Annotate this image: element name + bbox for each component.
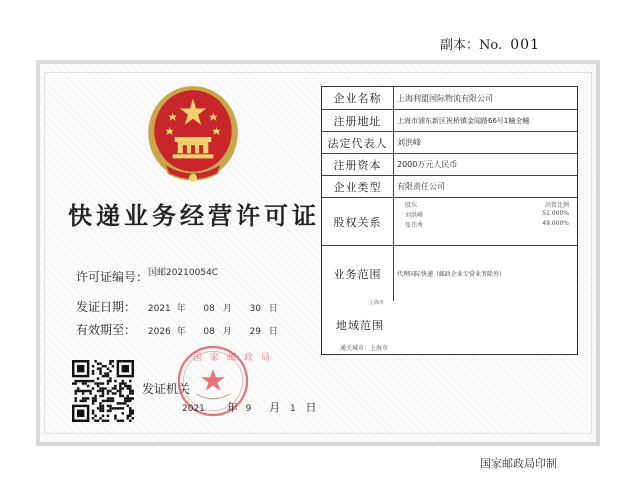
issue-date-month-unit: 月 <box>222 304 232 314</box>
region-value: 通关城市：上海市 <box>340 345 389 352</box>
registered-capital-value: 2000万元人民币 <box>397 160 458 169</box>
issuer-date-year-unit: 年 <box>226 401 238 414</box>
row-legal-representative <box>322 131 577 153</box>
valid-until-year: 2026 <box>147 327 171 337</box>
row-business-scope <box>322 245 577 301</box>
valid-until-row <box>76 321 278 338</box>
shareholders-header <box>397 200 569 209</box>
valid-until-day-unit: 日 <box>268 327 278 337</box>
row-registered-capital <box>322 153 577 175</box>
row-region <box>322 301 577 356</box>
row-shareholders <box>322 197 577 245</box>
issue-date-day: 30 <box>249 304 261 314</box>
registered-capital-label: 注册资本 <box>322 154 394 175</box>
national-emblem-icon <box>142 80 244 192</box>
issuer-date-row <box>182 399 317 415</box>
valid-until-day: 29 <box>249 327 261 337</box>
issue-date-day-unit: 日 <box>268 304 278 314</box>
license-number-value <box>148 264 218 278</box>
qr-code-icon <box>72 360 134 422</box>
legal-representative-value: 刘洪峰 <box>397 138 421 147</box>
shareholder-ratio: 51.000% <box>542 210 569 217</box>
license-number-label: 许可证编号： <box>76 270 149 284</box>
company-type-value: 有限责任公司 <box>397 182 445 191</box>
seal-text: 国家邮政局 <box>193 353 279 363</box>
row-company-type <box>322 175 577 197</box>
issuer-date-day: 1 <box>289 404 296 414</box>
row-company-name <box>322 87 577 109</box>
company-name-value: 上海利盟国际物流有限公司 <box>397 93 493 103</box>
company-info-table <box>321 86 578 355</box>
issuer-label: 发证机关 <box>142 382 191 396</box>
valid-until-label: 有效期至： <box>76 323 137 337</box>
shareholders-header-name: 股东 <box>405 202 418 209</box>
shareholder-ratio: 49.000% <box>542 220 569 227</box>
issue-date-month: 08 <box>203 304 215 314</box>
shareholders-label: 股权关系 <box>322 198 394 245</box>
license-number-row <box>76 268 148 285</box>
issuer-date-month-unit: 月 <box>269 401 281 414</box>
legal-representative-label: 法定代表人 <box>322 132 394 153</box>
row-registered-address <box>322 109 577 131</box>
shareholder-row <box>397 220 569 229</box>
region-label: 地域范围 <box>336 319 384 332</box>
certificate-title: 快递业务经营许可证 <box>68 201 320 230</box>
issue-date-row <box>76 298 278 315</box>
copy-number-label: 副本：No. <box>440 38 503 53</box>
license-number-text: 国邮20210054C <box>148 268 219 278</box>
registered-address-label: 注册地址 <box>322 110 394 131</box>
shareholder-name: 张伟秀 <box>405 222 424 229</box>
issue-date-year: 2021 <box>147 304 171 314</box>
shareholder-row <box>397 210 569 219</box>
registered-address-value: 上海市浦东新区祝桥镇金闻路66号1幢全幢 <box>397 116 530 125</box>
business-scope-label: 业务范围 <box>322 246 394 301</box>
issuer-date-year: 2021 <box>182 404 205 414</box>
printer-credit: 国家邮政局印制 <box>480 457 557 470</box>
copy-number-value: 001 <box>510 37 540 53</box>
shareholder-name: 刘洪峰 <box>405 212 424 219</box>
issuer-date-month: 9 <box>245 404 252 414</box>
copy-number <box>440 34 540 53</box>
valid-until-month: 08 <box>203 327 215 337</box>
valid-until-year-unit: 年 <box>176 327 186 337</box>
issue-date-label: 发证日期： <box>76 300 137 314</box>
company-type-label: 企业类型 <box>322 176 394 197</box>
region-top-value: 上海市 <box>369 300 385 306</box>
valid-until-month-unit: 月 <box>222 327 232 337</box>
issuer-date-day-unit: 日 <box>305 401 317 414</box>
issue-date-year-unit: 年 <box>176 304 186 314</box>
shareholders-header-ratio: 出资比例 <box>544 202 569 209</box>
company-name-label: 企业名称 <box>322 87 394 109</box>
business-scope-value: 代理国际快递（邮政企业专营业务除外） <box>397 271 506 278</box>
